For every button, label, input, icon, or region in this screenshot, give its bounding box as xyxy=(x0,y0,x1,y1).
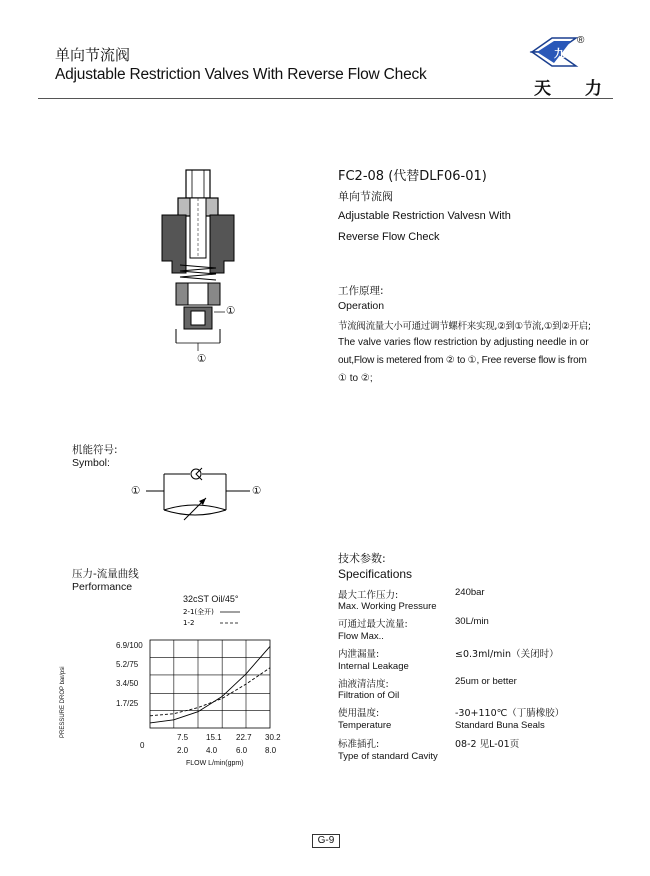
operation-desc-en-line3: ① to ②; xyxy=(338,373,373,384)
chart-xlabel: FLOW L/min(gpm) xyxy=(186,760,244,767)
page-title-cn: 单向节流阀 xyxy=(55,46,131,64)
spec-label-en: Temperature xyxy=(338,720,392,731)
chart-frame xyxy=(150,640,270,728)
operation-heading-en: Operation xyxy=(338,300,385,312)
operation-heading-cn: 工作原理: xyxy=(338,285,384,297)
drawing-port-bottom-label: ① xyxy=(197,353,207,365)
product-name-cn: 单向节流阀 xyxy=(338,190,393,203)
spec-value-secondary: Standard Buna Seals xyxy=(455,720,545,731)
specs-heading-cn: 技术参数: xyxy=(338,552,386,565)
spec-value: 240bar xyxy=(455,587,485,598)
x-tick-label-lmin: 7.5 xyxy=(177,733,189,742)
x-tick-label-gpm: 4.0 xyxy=(206,746,218,755)
chart-origin-label: 0 xyxy=(140,741,145,750)
symbol-port-right-label: ① xyxy=(252,485,262,497)
y-tick-label: 6.9/100 xyxy=(116,641,143,650)
spec-label-cn: 可通过最大流量: xyxy=(338,619,408,630)
legend-label-series-2: 1-2 xyxy=(183,619,195,627)
spec-label-cn: 内泄漏量: xyxy=(338,649,380,660)
x-tick-label-lmin: 15.1 xyxy=(206,733,222,742)
chart-legend xyxy=(183,606,273,630)
spec-label-en: Filtration of Oil xyxy=(338,690,400,701)
performance-chart-plot xyxy=(148,638,273,738)
brand-name: 天 力 xyxy=(534,79,616,99)
x-tick-label-lmin: 30.2 xyxy=(265,733,281,742)
spec-label-en: Type of standard Cavity xyxy=(338,751,438,762)
symbol-port-left-label: ① xyxy=(131,485,141,497)
operation-desc-en-line2: out,Flow is metered from ② to ①, Free reverse flow is from xyxy=(338,355,587,366)
legend-label-series-1: 2-1(全开) xyxy=(183,608,214,616)
page-title-en: Adjustable Restriction Valves With Reverse Flow Check xyxy=(55,66,427,83)
spec-value: 25um or better xyxy=(455,676,517,687)
spec-label-cn: 使用温度: xyxy=(338,708,380,719)
drawing-port-side-label: ① xyxy=(226,305,236,317)
symbol-heading-en: Symbol: xyxy=(72,457,110,469)
y-tick-label: 5.2/75 xyxy=(116,660,139,669)
x-tick-label-lmin: 22.7 xyxy=(236,733,252,742)
x-tick-label-gpm: 8.0 xyxy=(265,746,277,755)
spec-value: -30+110℃（丁腈橡胶） xyxy=(455,708,565,719)
spec-label-cn: 标准插孔: xyxy=(338,739,380,750)
operation-desc-cn: 节流阀流量大小可通过调节螺杆来实现,②到①节流,①到②开启; xyxy=(338,321,591,332)
registered-mark: ® xyxy=(577,35,585,46)
specs-heading-en: Specifications xyxy=(338,567,413,581)
y-tick-label: 1.7/25 xyxy=(116,699,139,708)
symbol-heading-cn: 机能符号: xyxy=(72,444,118,456)
header-divider xyxy=(38,98,613,99)
valve-cross-section-drawing xyxy=(150,165,250,365)
spec-label-en: Max. Working Pressure xyxy=(338,601,437,612)
spec-label-en: Internal Leakage xyxy=(338,661,409,672)
spec-label-cn: 油液清洁度: xyxy=(338,679,389,690)
spec-label-en: Flow Max.. xyxy=(338,631,384,642)
product-name-en-line1: Adjustable Restriction Valvesn With xyxy=(338,210,511,222)
operation-desc-en-line1: The valve varies flow restriction by adjusting needle in or xyxy=(338,337,589,348)
y-tick-label: 3.4/50 xyxy=(116,679,139,688)
performance-heading-cn: 压力-流量曲线 xyxy=(72,568,139,580)
page-number: G-9 xyxy=(312,834,340,848)
model-number: FC2-08 (代替DLF06-01) xyxy=(338,169,487,184)
chart-title: 32cST Oil/45° xyxy=(183,594,239,604)
svg-text:九: 九 xyxy=(554,47,565,60)
performance-heading-en: Performance xyxy=(72,581,133,593)
spec-value: 30L/min xyxy=(455,616,489,627)
hydraulic-symbol-diagram xyxy=(140,460,260,525)
chart-ylabel: PRESSURE DROP bar/psi xyxy=(60,666,66,738)
x-tick-label-gpm: 2.0 xyxy=(177,746,189,755)
x-tick-label-gpm: 6.0 xyxy=(236,746,248,755)
spec-value: 08-2 见L-01页 xyxy=(455,739,520,750)
spec-label-cn: 最大工作压力: xyxy=(338,590,399,601)
product-name-en-line2: Reverse Flow Check xyxy=(338,231,440,243)
spec-value: ≤0.3ml/min（关闭时） xyxy=(455,649,559,660)
